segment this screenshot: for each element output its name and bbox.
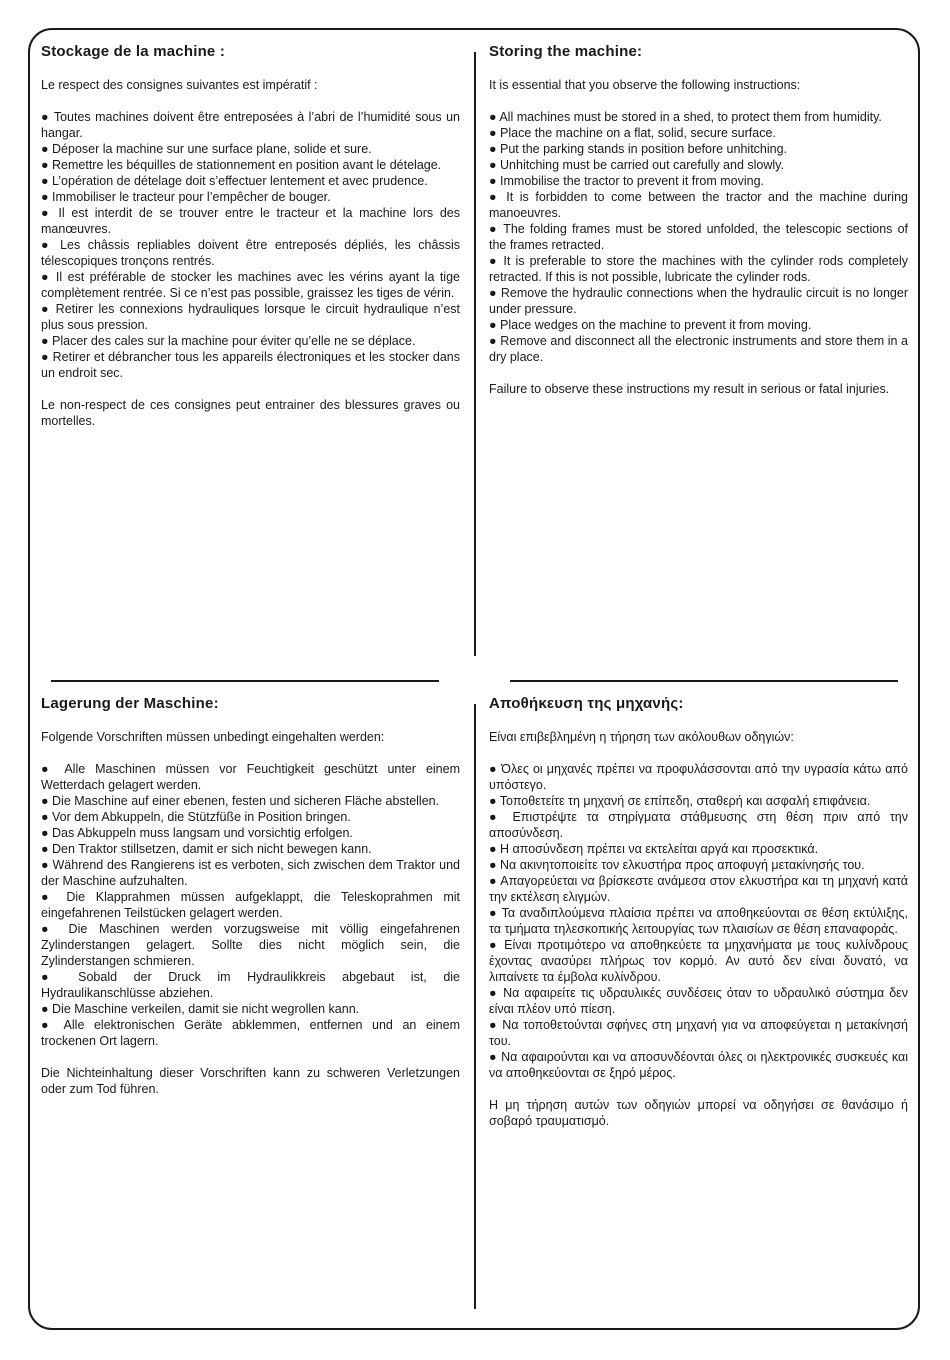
list-item: ● Retirer les connexions hydrauliques lorsque le circuit hydraulique n’est plus sous pression. bbox=[41, 302, 460, 332]
list-item: ● It is forbidden to come between the tractor and the machine during manoeuvres. bbox=[489, 190, 908, 220]
list-item: ● It is preferable to store the machines with the cylinder rods completely retracted. If this is not possible, lubricate the cylinder rods. bbox=[489, 254, 908, 284]
list-item: ● Sobald der Druck im Hydraulikkreis abgebaut ist, die Hydraulikanschlüsse abziehen. bbox=[41, 970, 460, 1000]
instruction-list bbox=[489, 109, 908, 365]
instruction-list bbox=[41, 109, 460, 381]
list-item: ● Να αφαιρούνται και να αποσυνδέονται όλες οι ηλεκτρονικές συσκευές και να αποθηκεύονται σε ξηρό μέρος. bbox=[489, 1050, 908, 1080]
horizontal-divider-right bbox=[510, 680, 898, 682]
list-item: ● Das Abkuppeln muss langsam und vorsichtig erfolgen. bbox=[41, 826, 353, 840]
list-item: ● Die Maschine verkeilen, damit sie nicht wegrollen kann. bbox=[41, 1002, 360, 1016]
warning-text: Η μη τήρηση αυτών των οδηγιών μπορεί να οδηγήσει σε θανάσιμο ή σοβαρό τραυματισμό. bbox=[489, 1098, 908, 1128]
list-item: ● Il est préférable de stocker les machines avec les vérins ayant la tige complètement rentrée. Si ce n’est pas possible, graissez les tiges de vérin. bbox=[41, 270, 460, 300]
section-title: Αποθήκευση της μηχανής: bbox=[489, 695, 684, 712]
list-item: ● Να τοποθετούνται σφήνες στη μηχανή για να αποφεύγεται η μετακίνησή του. bbox=[489, 1018, 908, 1048]
list-item: ● Remove and disconnect all the electronic instruments and store them in a dry place. bbox=[489, 334, 908, 364]
section-english bbox=[489, 44, 908, 397]
list-item: ● Retirer et débrancher tous les appareils électroniques et les stocker dans un endroit sec. bbox=[41, 350, 460, 380]
list-item: ● Τα αναδιπλούμενα πλαίσια πρέπει να αποθηκεύονται σε θέση εκτύλιξης, τα τμήματα τηλεσκοπικής λειτουργίας των πλαισίων σε θέση επαναφοράς. bbox=[489, 906, 908, 936]
warning-text: Le non-respect de ces consignes peut entrainer des blessures graves ou mortelles. bbox=[41, 398, 460, 428]
list-item: ● Να αφαιρείτε τις υδραυλικές συνδέσεις όταν το υδραυλικό σύστημα δεν είναι πλέον υπό πίεση. bbox=[489, 986, 908, 1016]
list-item: ● L’opération de dételage doit s’effectuer lentement et avec prudence. bbox=[41, 174, 428, 188]
list-item: ● Immobilise the tractor to prevent it from moving. bbox=[489, 174, 765, 188]
section-intro: Είναι επιβεβλημένη η τήρηση των ακόλουθων οδηγιών: bbox=[489, 730, 794, 744]
list-item: ● Τοποθετείτε τη μηχανή σε επίπεδη, σταθερή και ασφαλή επιφάνεια. bbox=[489, 794, 871, 808]
section-intro: Le respect des consignes suivantes est impératif : bbox=[41, 78, 318, 92]
vertical-divider-bottom bbox=[474, 704, 476, 1309]
list-item: ● Place wedges on the machine to prevent it from moving. bbox=[489, 318, 812, 332]
horizontal-divider-left bbox=[51, 680, 439, 682]
section-title: Stockage de la machine : bbox=[41, 43, 226, 60]
list-item: ● Il est interdit de se trouver entre le tracteur et la machine lors des manœuvres. bbox=[41, 206, 460, 236]
list-item: ● Les châssis repliables doivent être entreposés dépliés, les châssis télescopiques tronçons rentrés. bbox=[41, 238, 460, 268]
list-item: ● Είναι προτιμότερο να αποθηκεύετε τα μηχανήματα με τους κυλίνδρους έχοντας ανασύρει πλήρως τον κορμό. Αν αυτό δεν είναι δυνατό, να λιπαίνετε τα έμβολα κυλίνδρου. bbox=[489, 938, 908, 984]
list-item: ● Placer des cales sur la machine pour éviter qu’elle ne se déplace. bbox=[41, 334, 416, 348]
section-greek bbox=[489, 696, 908, 1129]
list-item: ● Alle Maschinen müssen vor Feuchtigkeit geschützt unter einem Wetterdach gelagert werden. bbox=[41, 762, 460, 792]
instruction-list bbox=[41, 761, 460, 1049]
list-item: ● Η αποσύνδεση πρέπει να εκτελείται αργά και προσεκτικά. bbox=[489, 842, 819, 856]
list-item: ● Alle elektronischen Geräte abklemmen, entfernen und an einem trockenen Ort lagern. bbox=[41, 1018, 460, 1048]
list-item: ● Immobiliser le tracteur pour l’empêcher de bouger. bbox=[41, 190, 331, 204]
list-item: ● Toutes machines doivent être entreposées à l’abri de l’humidité sous un hangar. bbox=[41, 110, 460, 140]
instruction-list bbox=[489, 761, 908, 1081]
section-intro: It is essential that you observe the following instructions: bbox=[489, 78, 801, 92]
list-item: ● Put the parking stands in position before unhitching. bbox=[489, 142, 788, 156]
list-item: ● All machines must be stored in a shed, to protect them from humidity. bbox=[489, 110, 882, 124]
section-german bbox=[41, 696, 460, 1097]
list-item: ● Place the machine on a flat, solid, secure surface. bbox=[489, 126, 776, 140]
warning-text: Failure to observe these instructions my result in serious or fatal injuries. bbox=[489, 382, 890, 396]
list-item: ● Die Maschine auf einer ebenen, festen und sicheren Fläche abstellen. bbox=[41, 794, 440, 808]
list-item: ● Die Klapprahmen müssen aufgeklappt, die Teleskoprahmen mit eingefahrenen Teilstücken gelagert werden. bbox=[41, 890, 460, 920]
list-item: ● Να ακινητοποιείτε τον ελκυστήρα προς αποφυγή μετακίνησής του. bbox=[489, 858, 865, 872]
list-item: ● Vor dem Abkuppeln, die Stützfüße in Position bringen. bbox=[41, 810, 351, 824]
section-title: Lagerung der Maschine: bbox=[41, 695, 219, 712]
list-item: ● Den Traktor stillsetzen, damit er sich nicht bewegen kann. bbox=[41, 842, 372, 856]
vertical-divider-top bbox=[474, 52, 476, 656]
list-item: ● Unhitching must be carried out carefully and slowly. bbox=[489, 158, 784, 172]
section-intro: Folgende Vorschriften müssen unbedingt eingehalten werden: bbox=[41, 730, 385, 744]
list-item: ● Remove the hydraulic connections when the hydraulic circuit is no longer under pressure. bbox=[489, 286, 908, 316]
list-item: ● Remettre les béquilles de stationnement en position avant le dételage. bbox=[41, 158, 442, 172]
list-item: ● Επιστρέψτε τα στηρίγματα στάθμευσης στη θέση πριν από την αποσύνδεση. bbox=[489, 810, 908, 840]
list-item: ● Déposer la machine sur une surface plane, solide et sure. bbox=[41, 142, 372, 156]
list-item: ● Απαγορεύεται να βρίσκεστε ανάμεσα στον ελκυστήρα και τη μηχανή κατά την εκτέλεση ελιγμών. bbox=[489, 874, 908, 904]
list-item: ● Während des Rangierens ist es verboten, sich zwischen dem Traktor und der Maschine aufzuhalten. bbox=[41, 858, 460, 888]
section-title: Storing the machine: bbox=[489, 43, 643, 60]
list-item: ● Όλες οι μηχανές πρέπει να προφυλάσσονται από την υγρασία κάτω από υπόστεγο. bbox=[489, 762, 908, 792]
warning-text: Die Nichteinhaltung dieser Vorschriften kann zu schweren Verletzungen oder zum Tod führen. bbox=[41, 1066, 460, 1096]
list-item: ● The folding frames must be stored unfolded, the telescopic sections of the frames retracted. bbox=[489, 222, 908, 252]
list-item: ● Die Maschinen werden vorzugsweise mit völlig eingefahrenen Zylinderstangen gelagert. Sollte dies nicht möglich sein, die Zylinderstangen schmieren. bbox=[41, 922, 460, 968]
section-french bbox=[41, 44, 460, 429]
